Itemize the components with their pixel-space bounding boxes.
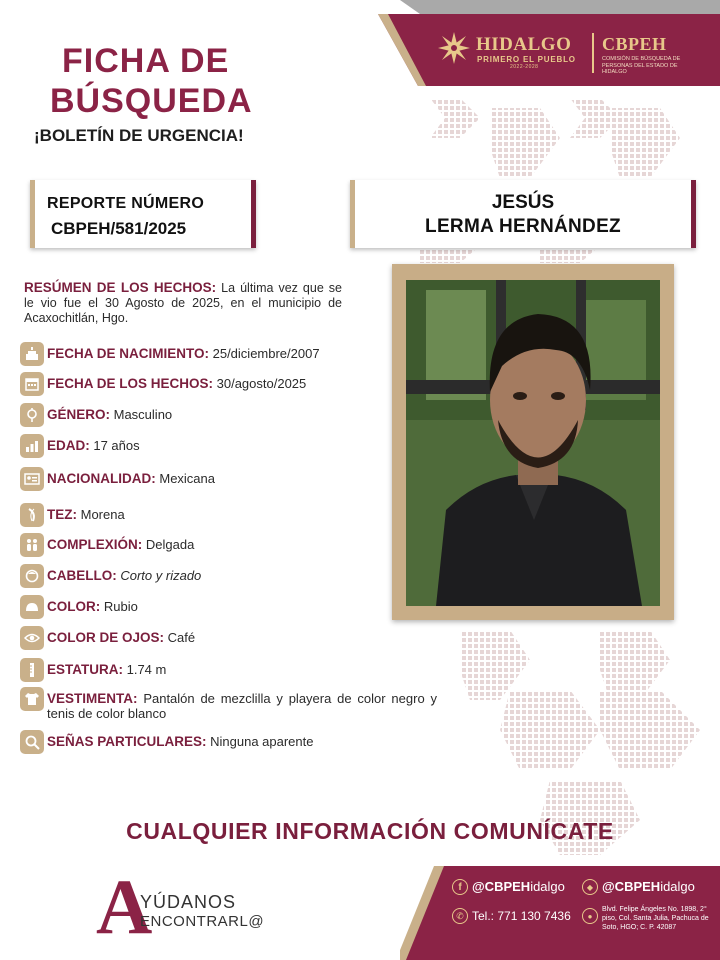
summary [24, 280, 342, 326]
brand-name: HIDALGO [476, 34, 572, 55]
facebook-handle-suffix: idalgo [530, 879, 565, 894]
org-name: COMISIÓN DE BÚSQUEDA DE PERSONAS DEL ESTADO DE HIDALGO [602, 56, 681, 75]
detail-row-age [20, 434, 140, 458]
phone-number[interactable]: Tel.: 771 130 7436 [472, 909, 571, 923]
skin-icon [20, 503, 44, 527]
detail-label: EDAD: [47, 438, 90, 453]
detail-label: COMPLEXIÓN: [47, 537, 143, 552]
detail-value: Ninguna aparente [206, 734, 314, 749]
eye-icon [20, 626, 44, 650]
org-acronym: CBPEH [602, 34, 667, 54]
brand-slogan: PRIMERO EL PUEBLO [477, 55, 576, 64]
detail-row-clothing [20, 687, 440, 721]
location-pin-icon: ● [582, 908, 598, 924]
brand-divider [592, 33, 594, 73]
twitter-handle[interactable] [602, 879, 695, 894]
calendar-icon [20, 372, 44, 396]
call-to-action: CUALQUIER INFORMACIÓN COMUNÍCATE [126, 818, 614, 844]
magnifier-icon [20, 730, 44, 754]
color-icon [20, 595, 44, 619]
brand-years: 2022-2028 [510, 64, 539, 70]
twitter-icon: ◆ [582, 879, 598, 895]
detail-label: GÉNERO: [47, 407, 111, 422]
twitter-handle-prefix: @CBPEH [602, 879, 661, 894]
title-line-1: FICHA DE [62, 42, 230, 80]
detail-value: 30/agosto/2025 [213, 376, 307, 391]
detail-label: COLOR: [47, 599, 101, 614]
detail-label: SEÑAS PARTICULARES: [47, 734, 207, 749]
detail-row-birthdate [20, 342, 320, 366]
facebook-handle-prefix: @CBPEH [472, 879, 531, 894]
detail-value: Rubio [100, 599, 138, 614]
title-line-2: BÚSQUEDA [50, 82, 253, 120]
detail-label: FECHA DE NACIMIENTO: [47, 346, 209, 361]
name-box [350, 180, 696, 248]
detail-row-event-date [20, 372, 306, 396]
detail-value: Corto y rizado [116, 568, 202, 583]
twitter-handle-suffix: idalgo [660, 879, 695, 894]
detail-label: VESTIMENTA: [47, 691, 138, 706]
summary-text: La última vez que se le vio fue el 30 Agosto de 2025, en el municipio de Acaxochitlán, Hgo. [24, 281, 342, 325]
detail-label: CABELLO: [47, 568, 117, 583]
detail-row-skin [20, 503, 125, 527]
detail-value: Pantalón de mezclilla y playera de color negro y tenis de color blanco [47, 691, 437, 721]
person-last-name: LERMA HERNÁNDEZ [425, 216, 621, 237]
detail-value: Mexicana [155, 471, 215, 486]
report-number: CBPEH/581/2025 [51, 219, 187, 238]
subtitle: ¡BOLETÍN DE URGENCIA! [34, 126, 244, 145]
detail-row-gender [20, 403, 172, 427]
hidalgo-flower-icon [436, 30, 472, 66]
detail-value: 17 años [89, 438, 140, 453]
photo-frame [392, 264, 674, 620]
detail-row-color [20, 595, 138, 619]
detail-label: TEZ: [47, 507, 77, 522]
detail-label: COLOR DE OJOS: [47, 630, 165, 645]
facebook-icon: f [452, 879, 468, 895]
address: Blvd. Felipe Ángeles No. 1898, 2° piso, Col. Santa Julia, Pachuca de Soto, HGO; C. P. 42087 [602, 906, 709, 931]
report-box [30, 180, 256, 248]
ruler-icon [20, 658, 44, 682]
body-icon [20, 533, 44, 557]
detail-label: FECHA DE LOS HECHOS: [47, 376, 214, 391]
person-first-name: JESÚS [491, 192, 555, 213]
detail-row-eye-color [20, 626, 195, 650]
detail-row-nationality [20, 467, 215, 491]
footer-logo-line-2: ENCONTRARL@ [140, 913, 265, 930]
summary-label: RESÚMEN DE LOS HECHOS: [24, 280, 217, 295]
detail-label: ESTATURA: [47, 662, 123, 677]
age-chart-icon [20, 434, 44, 458]
id-card-icon [20, 467, 44, 491]
facebook-handle[interactable] [472, 879, 565, 894]
detail-row-build [20, 533, 194, 557]
detail-row-height [20, 658, 166, 682]
detail-value: Delgada [142, 537, 195, 552]
detail-row-hair [20, 564, 201, 588]
gender-icon [20, 403, 44, 427]
footer-logo-line-1: YÚDANOS [140, 892, 237, 912]
phone-icon: ✆ [452, 908, 468, 924]
detail-row-marks [20, 730, 314, 754]
hair-icon [20, 564, 44, 588]
detail-value: 1.74 m [123, 662, 167, 677]
detail-value: Masculino [110, 407, 173, 422]
detail-value: Café [164, 630, 196, 645]
shirt-icon [20, 687, 44, 711]
footer-logo-letter: A [96, 863, 153, 950]
detail-label: NACIONALIDAD: [47, 471, 156, 486]
report-label: REPORTE NÚMERO [47, 195, 205, 212]
detail-value: Morena [77, 507, 125, 522]
cake-icon [20, 342, 44, 366]
person-photo [406, 280, 660, 606]
detail-value: 25/diciembre/2007 [209, 346, 320, 361]
